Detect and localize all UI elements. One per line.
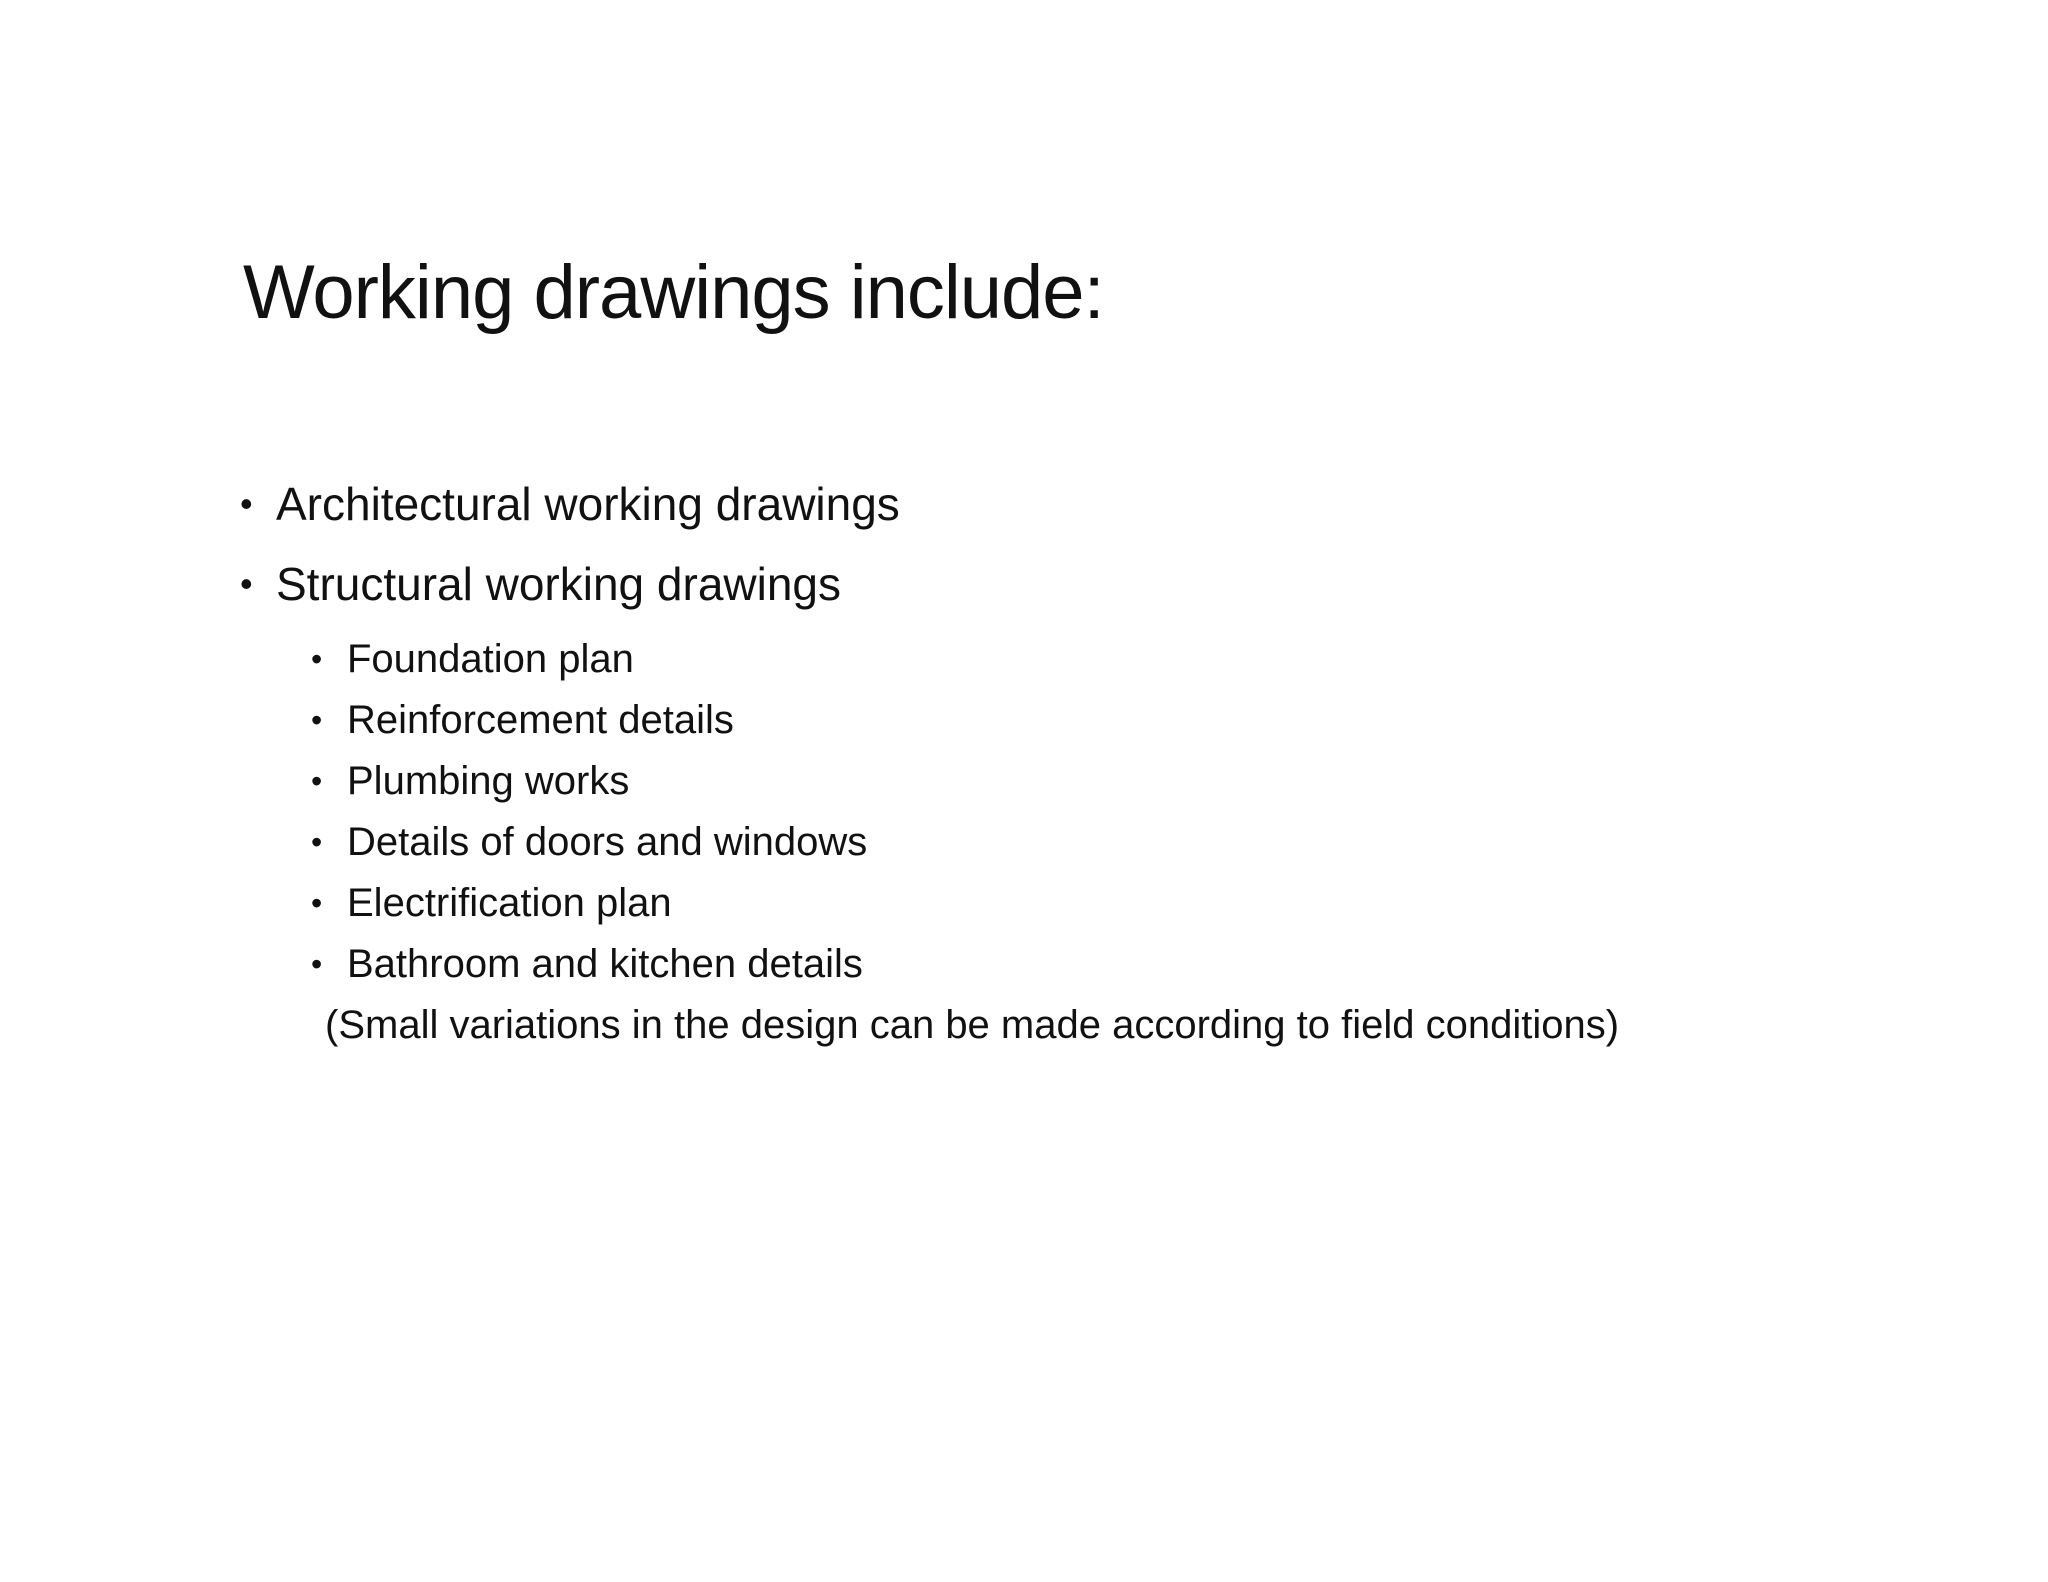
list-item-label: Structural working drawings: [276, 558, 842, 610]
sublist-item-label: Foundation plan: [347, 637, 634, 681]
list-item-architectural: [240, 474, 2000, 554]
bullet-icon: •: [311, 824, 323, 860]
sublist-item-label: Details of doors and windows: [347, 820, 868, 864]
list-item-label: Architectural working drawings: [276, 478, 900, 530]
bullet-icon: •: [311, 641, 323, 677]
bullet-list: [240, 474, 2000, 1050]
bullet-icon: •: [311, 885, 323, 921]
slide-title: Working drawings include:: [243, 250, 1104, 335]
sublist-item-label: Bathroom and kitchen details: [347, 942, 863, 986]
list-item-structural: [240, 554, 2000, 634]
sublist-item-electrification: [240, 878, 2000, 939]
sublist-item-doors-windows: [240, 817, 2000, 878]
sublist-item-foundation: [240, 634, 2000, 695]
bullet-icon: •: [240, 563, 253, 604]
sublist-item-label: Reinforcement details: [347, 698, 734, 742]
sublist-item-label: Plumbing works: [347, 759, 630, 803]
field-conditions-note: (Small variations in the design can be made according to field conditions): [325, 1003, 1620, 1047]
bullet-icon: •: [311, 946, 323, 982]
bullet-icon: •: [311, 763, 323, 799]
sublist-item-bathroom-kitchen: [240, 939, 2000, 1000]
bullet-icon: •: [240, 483, 253, 524]
bullet-icon: •: [311, 702, 323, 738]
sublist-item-label: Electrification plan: [347, 881, 672, 925]
sublist-item-plumbing: [240, 756, 2000, 817]
sublist-item-reinforcement: [240, 695, 2000, 756]
